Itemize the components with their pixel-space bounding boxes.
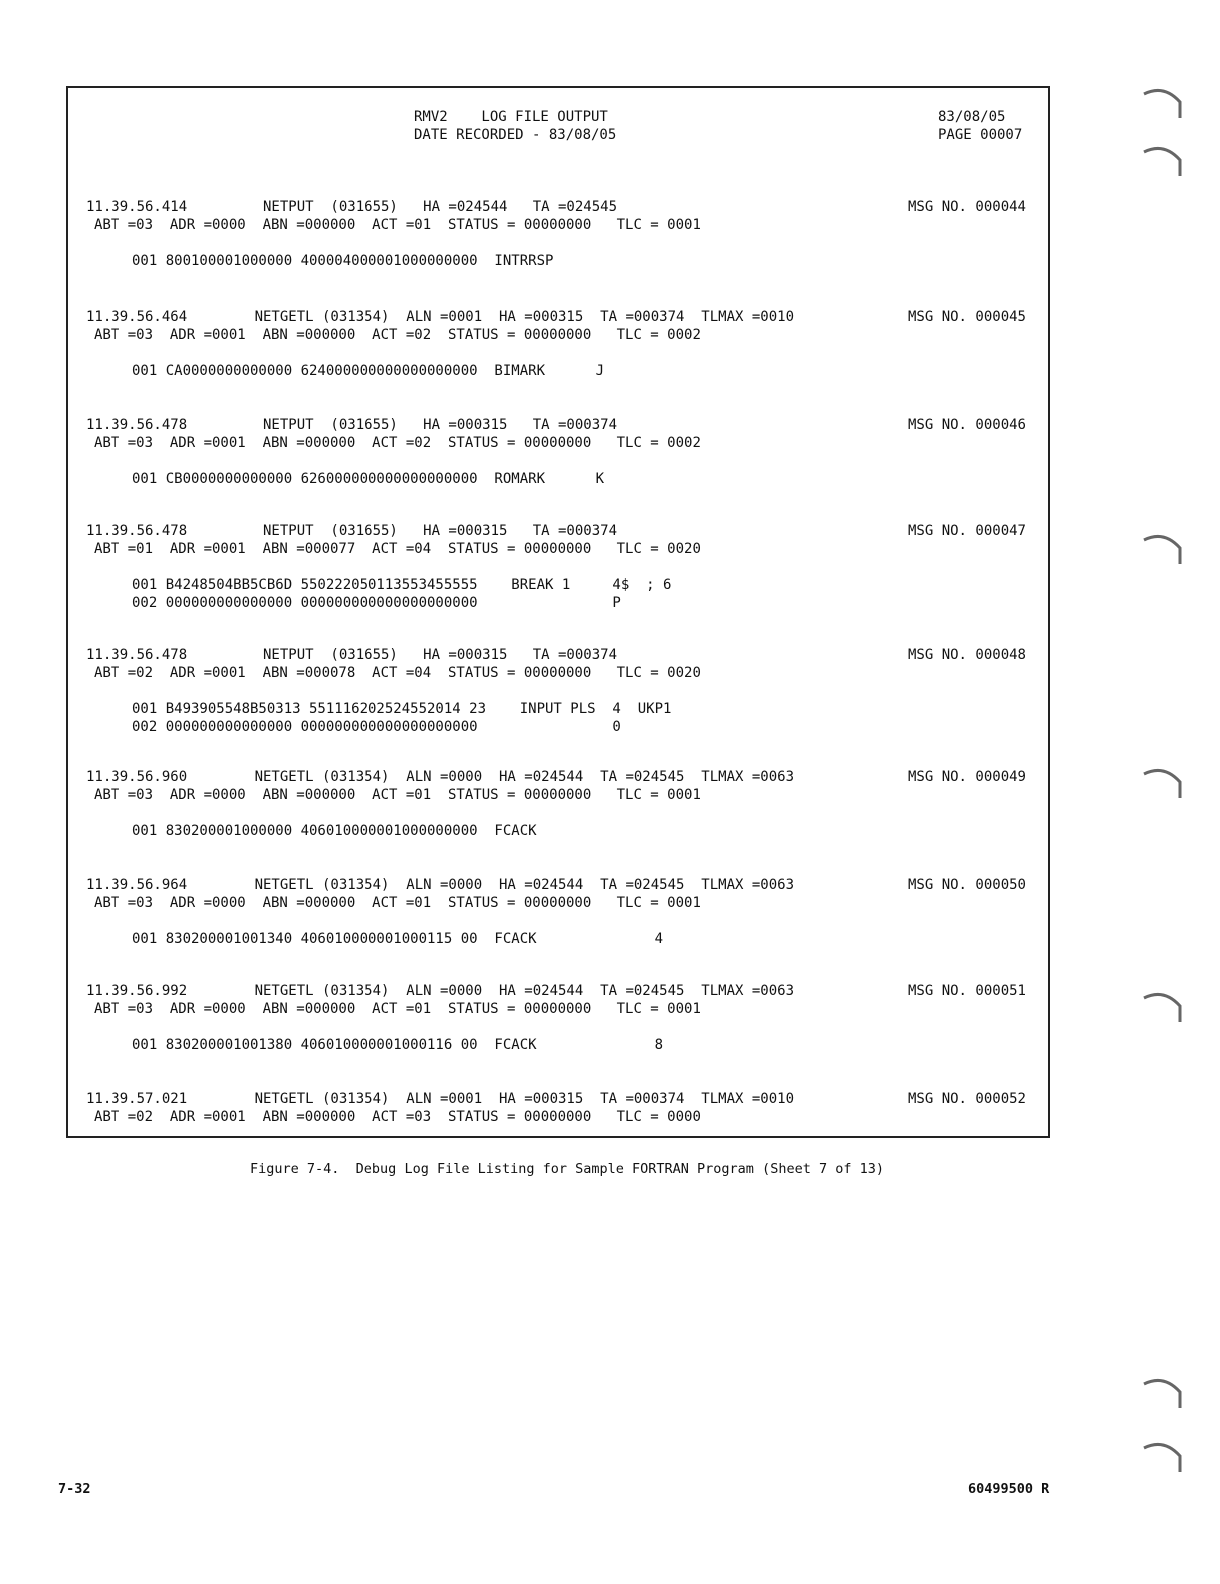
binder-hole-mark-icon	[1140, 140, 1184, 184]
page-label: PAGE 00007	[938, 127, 1023, 143]
binder-hole-mark-icon	[1140, 986, 1184, 1030]
binder-hole-mark-icon	[1140, 82, 1184, 126]
entry-status-line: ABT =03 ADR =0000 ABN =000000 ACT =01 STATUS = 00000000 TLC = 0001	[94, 787, 701, 803]
log-entry	[86, 416, 1026, 506]
date-recorded: DATE RECORDED - 83/08/05	[414, 127, 617, 143]
entry-status-line: ABT =03 ADR =0000 ABN =000000 ACT =01 STATUS = 00000000 TLC = 0001	[94, 895, 701, 911]
msg-number: MSG NO. 000044	[907, 199, 1026, 215]
report-header	[414, 108, 616, 144]
entry-data-line: 001 830200001000000 406010000001000000000 FCACK	[132, 823, 537, 839]
msg-number: MSG NO. 000051	[907, 983, 1026, 999]
log-entry	[86, 198, 1026, 288]
entry-status-line: ABT =01 ADR =0001 ABN =000077 ACT =04 STATUS = 00000000 TLC = 0020	[94, 541, 701, 557]
log-entry	[86, 1090, 1026, 1130]
entry-data-line-2: 002 000000000000000 000000000000000000000 P	[132, 595, 621, 611]
entry-status-line: ABT =02 ADR =0001 ABN =000000 ACT =03 STATUS = 00000000 TLC = 0000	[94, 1109, 701, 1125]
entry-data-line: 001 CA0000000000000 624000000000000000000 BIMARK J	[132, 363, 605, 379]
msg-number: MSG NO. 000048	[907, 647, 1026, 663]
entry-call-line: 11.39.56.478 NETPUT (031655) HA =000315 TA =000374	[86, 417, 618, 433]
entry-call-line: 11.39.56.464 NETGETL (031354) ALN =0001 HA =000315 TA =000374 TLMAX =0010	[86, 309, 795, 325]
entry-status-line: ABT =03 ADR =0000 ABN =000000 ACT =01 STATUS = 00000000 TLC = 0001	[94, 217, 701, 233]
entry-call-line: 11.39.56.478 NETPUT (031655) HA =000315 TA =000374	[86, 523, 618, 539]
log-listing-frame	[66, 86, 1050, 1138]
entry-call-line: 11.39.56.964 NETGETL (031354) ALN =0000 HA =024544 TA =024545 TLMAX =0063	[86, 877, 795, 893]
log-entry	[86, 308, 1026, 398]
binder-hole-mark-icon	[1140, 528, 1184, 572]
figure-caption: Figure 7-4. Debug Log File Listing for Sample FORTRAN Program (Sheet 7 of 13)	[250, 1161, 884, 1177]
msg-number: MSG NO. 000046	[907, 417, 1026, 433]
msg-number: MSG NO. 000050	[907, 877, 1026, 893]
entry-status-line: ABT =03 ADR =0000 ABN =000000 ACT =01 STATUS = 00000000 TLC = 0001	[94, 1001, 701, 1017]
entry-data-line-2: 002 000000000000000 000000000000000000000 0	[132, 719, 621, 735]
entry-data-line: 001 CB0000000000000 626000000000000000000 ROMARK K	[132, 471, 605, 487]
entry-data-line: 001 800100001000000 400004000001000000000 INTRRSP	[132, 253, 554, 269]
log-entry	[86, 768, 1026, 858]
entry-call-line: 11.39.56.960 NETGETL (031354) ALN =0000 HA =024544 TA =024545 TLMAX =0063	[86, 769, 795, 785]
entry-status-line: ABT =02 ADR =0001 ABN =000078 ACT =04 STATUS = 00000000 TLC = 0020	[94, 665, 701, 681]
entry-status-line: ABT =03 ADR =0001 ABN =000000 ACT =02 STATUS = 00000000 TLC = 0002	[94, 327, 701, 343]
report-header-right	[938, 108, 1022, 144]
log-entry	[86, 876, 1026, 966]
page-number: 7-32	[58, 1481, 91, 1497]
document-number: 60499500 R	[968, 1481, 1050, 1497]
msg-number: MSG NO. 000047	[907, 523, 1026, 539]
entry-call-line: 11.39.56.414 NETPUT (031655) HA =024544 TA =024545	[86, 199, 618, 215]
entry-call-line: 11.39.56.992 NETGETL (031354) ALN =0000 HA =024544 TA =024545 TLMAX =0063	[86, 983, 795, 999]
binder-hole-mark-icon	[1140, 1372, 1184, 1416]
msg-number: MSG NO. 000045	[907, 309, 1026, 325]
entry-call-line: 11.39.57.021 NETGETL (031354) ALN =0001 HA =000315 TA =000374 TLMAX =0010	[86, 1091, 795, 1107]
entry-data-line: 001 830200001001380 406010000001000116 00 FCACK 8	[132, 1037, 664, 1053]
entry-call-line: 11.39.56.478 NETPUT (031655) HA =000315 TA =000374	[86, 647, 618, 663]
msg-number: MSG NO. 000049	[907, 769, 1026, 785]
log-entry	[86, 522, 1026, 612]
binder-hole-mark-icon	[1140, 762, 1184, 806]
report-title: RMV2 LOG FILE OUTPUT	[414, 109, 608, 125]
log-entry	[86, 646, 1026, 736]
entry-data-line: 001 B4248504BB5CB6D 550222050113553455555 BREAK 1 4$ ; 6	[132, 577, 672, 593]
entry-data-line: 001 830200001001340 406010000001000115 00 FCACK 4	[132, 931, 664, 947]
entry-data-line: 001 B493905548B50313 551116202524552014 23 INPUT PLS 4 UKP1	[132, 701, 672, 717]
entry-status-line: ABT =03 ADR =0001 ABN =000000 ACT =02 STATUS = 00000000 TLC = 0002	[94, 435, 701, 451]
report-date: 83/08/05	[938, 109, 1006, 125]
binder-hole-mark-icon	[1140, 1436, 1184, 1480]
log-entry	[86, 982, 1026, 1072]
msg-number: MSG NO. 000052	[907, 1091, 1026, 1107]
